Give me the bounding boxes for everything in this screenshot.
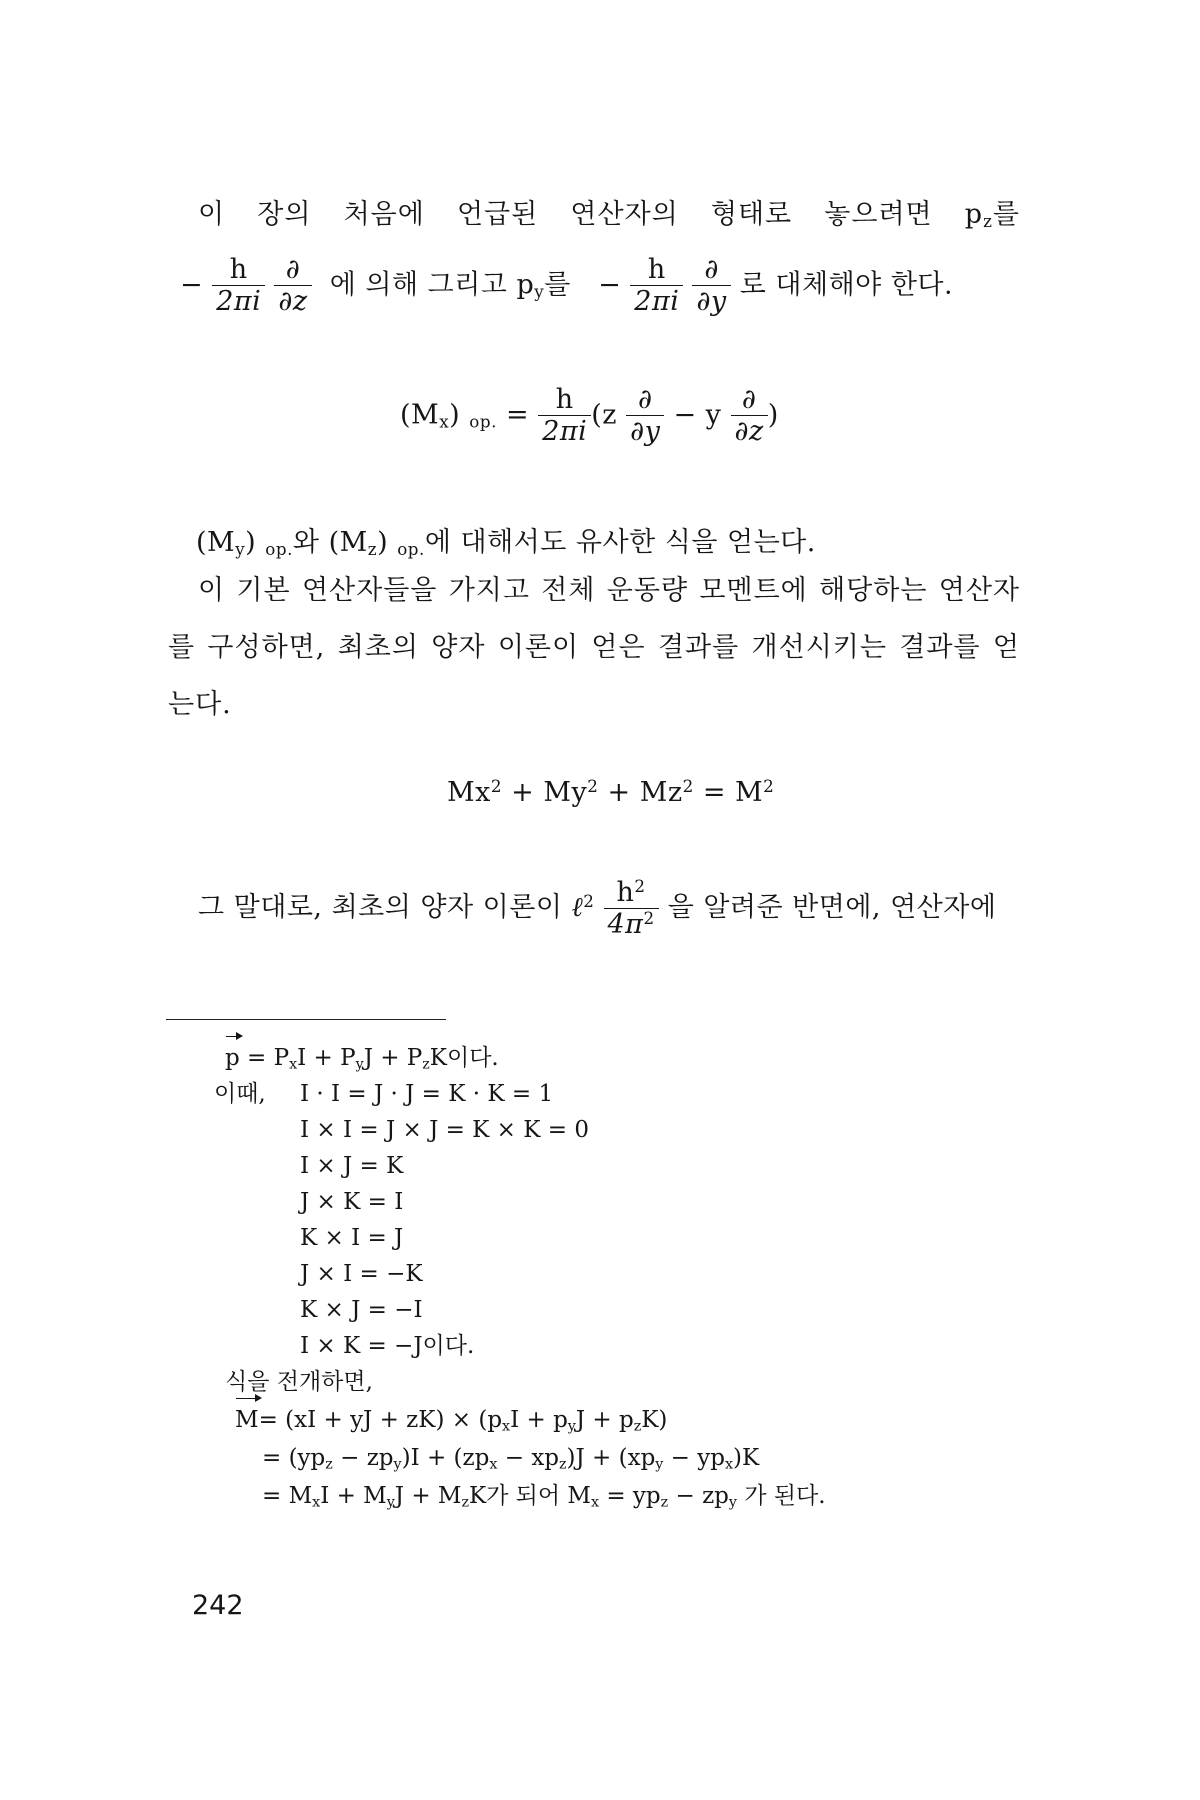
- partial-y-fraction: $\frac{\partial}{\partial y}$: [692, 255, 730, 317]
- paragraph-2-line-3: 는다.: [168, 689, 232, 720]
- footnote-relation-7: K × J = −I: [300, 1297, 423, 1323]
- footnote-relation-4: J × K = I: [300, 1189, 404, 1215]
- footnote-expand-label: 식을 전개하면,: [225, 1369, 373, 1395]
- fraction-h2-over-4pi2: $\frac{h^2}{4\pi^2}$: [604, 877, 659, 940]
- paragraph-2-line-1: 이 기본 연산자들을 가지고 전체 운동량 모멘트에 해당하는 연산자: [198, 575, 1020, 606]
- footnote-relation-1: I · I = J · J = K · K = 1: [300, 1081, 554, 1107]
- footnote-m-vector-line-2: = $(yp_z - zp_y)I + (zp_x - xp_z)J + (xp_y - yp_x)K$: [262, 1445, 760, 1473]
- similar-expressions-line: $(M_y)$ $_{op.}$와 $(M_z)$ $_{op.}$에 대해서도 유사한 식을 얻는다.: [196, 527, 816, 560]
- equation-angular-momentum-sum: $Mx^2 + My^2 + Mz^2 = M^2$: [447, 776, 775, 809]
- footnote-divider: [166, 1019, 446, 1020]
- footnote-p-vector: $p = P_xI + P_yJ + P_zK$이다.: [225, 1040, 499, 1083]
- paragraph-3-line: 그 말대로, 최초의 양자 이론이 ℓ$^2$ $\frac{h^2}{4\pi^2}$ 을 알려준 반면에, 연산자에: [198, 876, 997, 941]
- fraction-h-over-2pi-i-eq: $\frac{h}{2\pi i}$: [538, 385, 591, 447]
- partial-z-fraction: $\frac{\partial}{\partial z}$: [274, 255, 311, 317]
- page-number: 242: [192, 1590, 244, 1621]
- footnote-relation-2: I × I = J × J = K × K = 0: [300, 1117, 589, 1143]
- footnote-when-label: 이때,: [214, 1081, 266, 1107]
- intro-line-1: 이 장의 처음에 언급된 연산자의 형태로 놓으려면 $p_z$를: [198, 199, 1020, 232]
- paragraph-2-line-2: 를 구성하면, 최초의 양자 이론이 얻은 결과를 개선시키는 결과를 얻: [168, 632, 1020, 663]
- equation-mx-operator: $(M_x) _{op.}$ = $\frac{h}{2\pi i}$ (z $\frac{\partial}{\partial y}$ − y $\frac{\partial}{\partial z}$ ): [400, 384, 779, 447]
- intro-line-2: − $\frac{h}{2\pi i}$ $\frac{\partial}{\partial z}$ 에 의해 그리고 $p_y$를 − $\frac{h}{2\pi i}$ $\frac{\partial}{\partial y}$ 로 대체해야 한다.: [180, 254, 954, 317]
- partial-z-operator: $\frac{\partial}{\partial z}$: [731, 385, 768, 447]
- footnote-relation-6: J × I = −K: [300, 1261, 423, 1287]
- partial-y-operator: $\frac{\partial}{\partial y}$: [626, 385, 664, 447]
- footnote-relation-5: K × I = J: [300, 1225, 404, 1251]
- fraction-h-over-2pi-i-second: $\frac{h}{2\pi i}$: [630, 255, 683, 317]
- footnote-m-vector-line-3: = $M_xI + M_yJ + M_zK$가 되어 $M_x = yp_z - zp_y$ 가 된다.: [262, 1483, 826, 1511]
- fraction-h-over-2pi-i: $\frac{h}{2\pi i}$: [212, 255, 265, 317]
- footnote-relation-8: I × K = −J이다.: [300, 1333, 475, 1359]
- footnote-relation-3: I × J = K: [300, 1153, 404, 1179]
- footnote-m-vector-line-1: M= (xI + yJ + $zK) \times (p_xI + p_yJ + p_zK)$: [235, 1402, 667, 1445]
